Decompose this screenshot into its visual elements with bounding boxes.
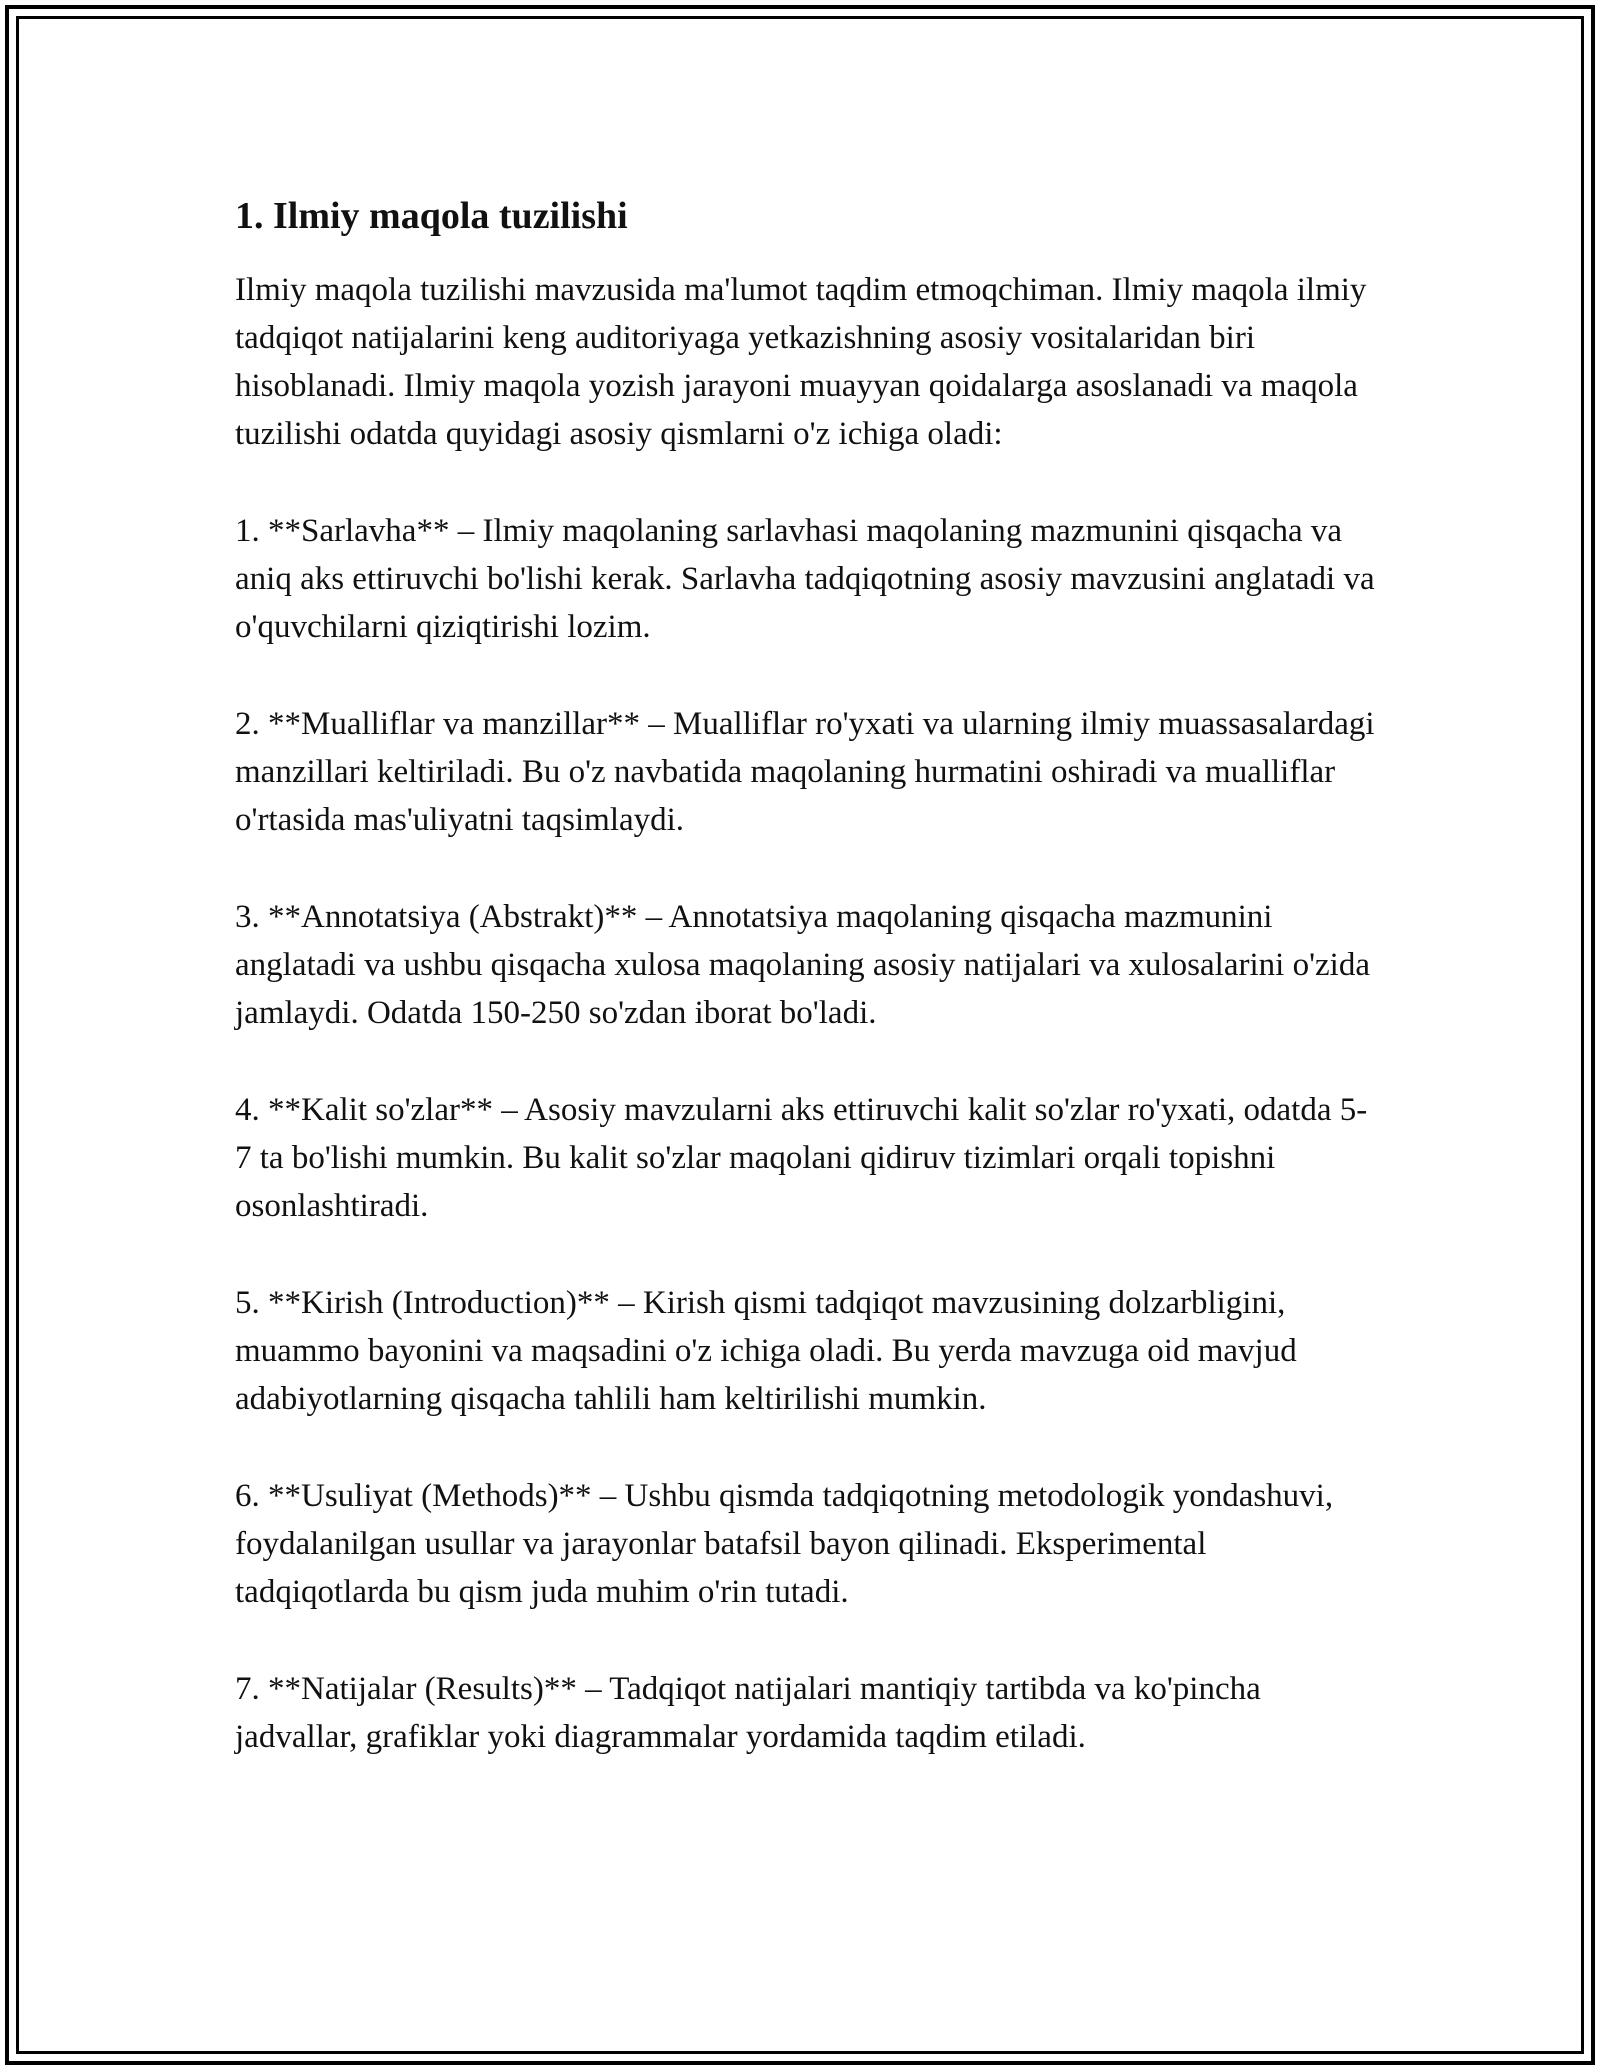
list-item-natijalar: 7. **Natijalar (Results)** – Tadqiqot natijalari mantiqiy tartibda va ko'pincha jadvallar, grafiklar yoki diagrammalar yordamida taqdim etiladi. [235, 1671, 1261, 1755]
list-item-annotatsiya: 3. **Annotatsiya (Abstrakt)** – Annotatsiya maqolaning qisqacha mazmunini anglatadi va ushbu qisqacha xulosa maqolaning asosiy natijalari va xulosalarini o'zida jamlaydi. Odatda 150-250 so'zdan iborat bo'ladi. [235, 899, 1370, 1031]
list-item-usuliyat: 6. **Usuliyat (Methods)** – Ushbu qismda tadqiqotning metodologik yondashuvi, foydalanilgan usullar va jarayonlar batafsil bayon qilinadi. Eksperimental tadqiqotlarda bu qism juda muhim o'rin tutadi. [235, 1478, 1334, 1610]
list-item-sarlavha: 1. **Sarlavha** – Ilmiy maqolaning sarlavhasi maqolaning mazmunini qisqacha va aniq aks ettiruvchi bo'lishi kerak. Sarlavha tadqiqotning asosiy mavzusini anglatadi va o'quvchilarni qiziqtirishi lozim. [235, 513, 1375, 645]
section-heading: 1. Ilmiy maqola tuzilishi [235, 195, 628, 237]
list-item-kalit-sozlar: 4. **Kalit so'zlar** – Asosiy mavzularni aks ettiruvchi kalit so'zlar ro'yxati, odatda 5-7 ta bo'lishi mumkin. Bu kalit so'zlar maqolani qidiruv tizimlari orqali topishni osonlashtiradi. [235, 1092, 1368, 1224]
list-item-kirish: 5. **Kirish (Introduction)** – Kirish qismi tadqiqot mavzusining dolzarbligini, muammo bayonini va maqsadini o'z ichiga oladi. Bu yerda mavzuga oid mavjud adabiyotlarning qisqacha tahlili ham keltirilishi mumkin. [235, 1285, 1297, 1417]
list-item-mualliflar: 2. **Mualliflar va manzillar** – Mualliflar ro'yxati va ularning ilmiy muassasalardagi manzillari keltiriladi. Bu o'z navbatida maqolaning hurmatini oshiradi va mualliflar o'rtasida mas'uliyatni taqsimlaydi. [235, 706, 1375, 838]
document-body [235, 188, 1375, 1810]
intro-paragraph: Ilmiy maqola tuzilishi mavzusida ma'lumot taqdim etmoqchiman. Ilmiy maqola ilmiy tadqiqot natijalarini keng auditoriyaga yetkazishning asosiy vositalaridan biri hisoblanadi. Ilmiy maqola yozish jarayoni muayyan qoidalarga asoslanadi va maqola tuzilishi odatda quyidagi asosiy qismlarni o'z ichiga oladi: [235, 272, 1367, 452]
